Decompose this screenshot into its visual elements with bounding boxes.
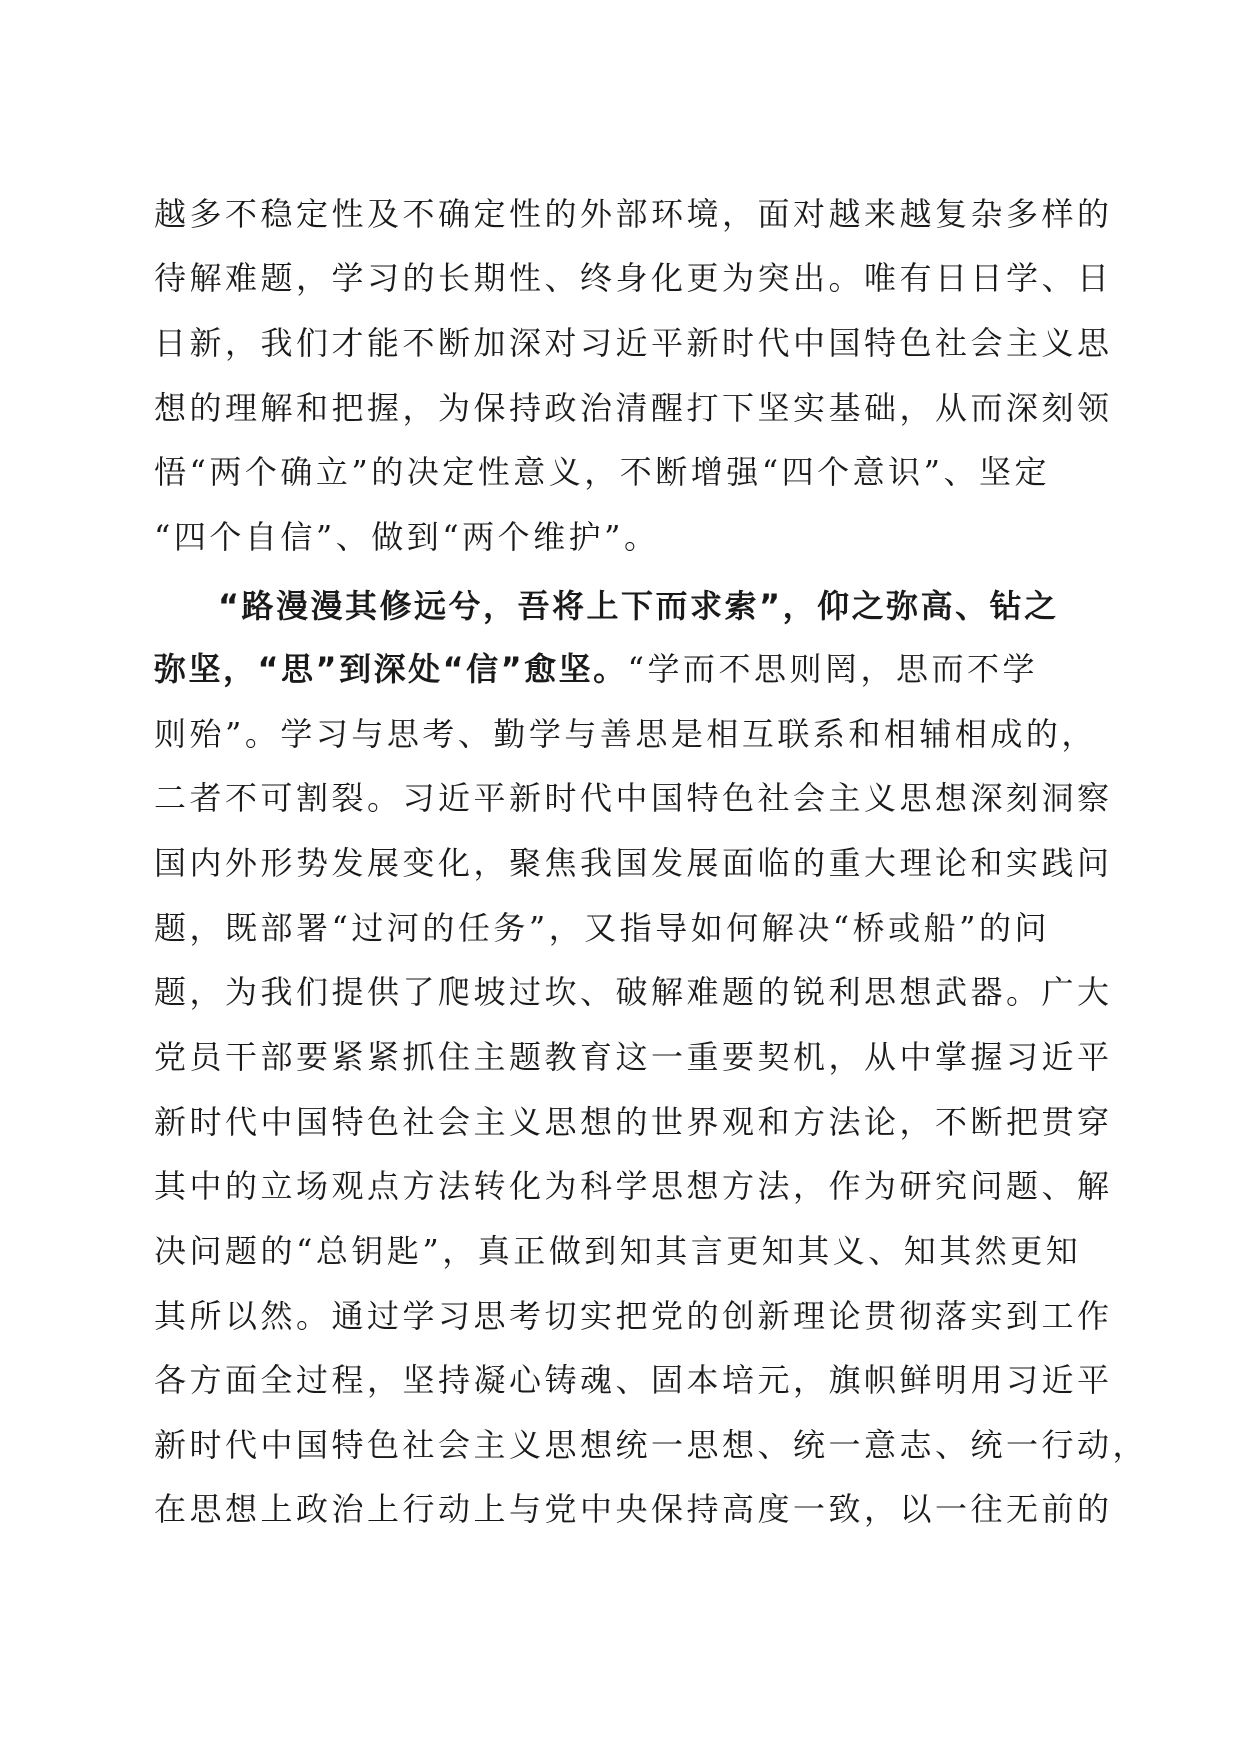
paragraph-1-line-4: 想的理解和把握，为保持政治清醒打下坚实基础，从而深刻领 — [154, 389, 1113, 427]
paragraph-2-line-8: 党员干部要紧紧抓住主题教育这一重要契机，从中掌握习近平 — [154, 1038, 1113, 1076]
paragraph-2-line-14: 新时代中国特色社会主义思想统一思想、统一意志、统一行动， — [154, 1426, 1149, 1464]
paragraph-2-line-12: 其所以然。通过学习思考切实把党的创新理论贯彻落实到工作 — [154, 1297, 1113, 1335]
paragraph-2-quote: “学而不思则罔，思而不学 — [627, 650, 1039, 688]
paragraph-2-line-15: 在思想上政治上行动上与党中央保持高度一致，以一往无前的 — [154, 1490, 1113, 1528]
paragraph-2-line-13: 各方面全过程，坚持凝心铸魂、固本培元，旗帜鲜明用习近平 — [154, 1361, 1113, 1399]
paragraph-1-line-5: 悟“两个确立”的决定性意义，不断增强“四个意识”、坚定 — [154, 453, 1050, 491]
paragraph-2-line-10: 其中的立场观点方法转化为科学思想方法，作为研究问题、解 — [154, 1167, 1113, 1205]
paragraph-1-line-6: “四个自信”、做到“两个维护”。 — [154, 518, 660, 556]
paragraph-2-line-4: 二者不可割裂。习近平新时代中国特色社会主义思想深刻洞察 — [154, 779, 1113, 817]
paragraph-2-heading-line-1: “路漫漫其修远兮，吾将上下而求索”，仰之弥高、钻之 — [218, 587, 1059, 625]
paragraph-2-heading-line-2: 弥坚，“思”到深处“信”愈坚。 — [154, 650, 628, 688]
paragraph-2-line-9: 新时代中国特色社会主义思想的世界观和方法论，不断把贯穿 — [154, 1103, 1113, 1141]
paragraph-1-line-3: 日新，我们才能不断加深对习近平新时代中国特色社会主义思 — [154, 324, 1113, 362]
paragraph-2-line-3: 则殆”。学习与思考、勤学与善思是相互联系和相辅相成的， — [154, 715, 1097, 753]
paragraph-2-line-5: 国内外形势发展变化，聚焦我国发展面临的重大理论和实践问 — [154, 844, 1113, 882]
paragraph-2-line-11: 决问题的“总钥匙”，真正做到知其言更知其义、知其然更知 — [154, 1232, 1082, 1270]
paragraph-2-line-6: 题，既部署“过河的任务”，又指导如何解决“桥或船”的问 — [154, 909, 1050, 947]
paragraph-2-line-2 — [154, 645, 1038, 693]
paragraph-1-line-2: 待解难题，学习的长期性、终身化更为突出。唯有日日学、日 — [154, 259, 1113, 297]
paragraph-1-line-1: 越多不稳定性及不确定性的外部环境，面对越来越复杂多样的 — [154, 195, 1113, 233]
paragraph-2-line-7: 题，为我们提供了爬坡过坎、破解难题的锐利思想武器。广大 — [154, 973, 1113, 1011]
